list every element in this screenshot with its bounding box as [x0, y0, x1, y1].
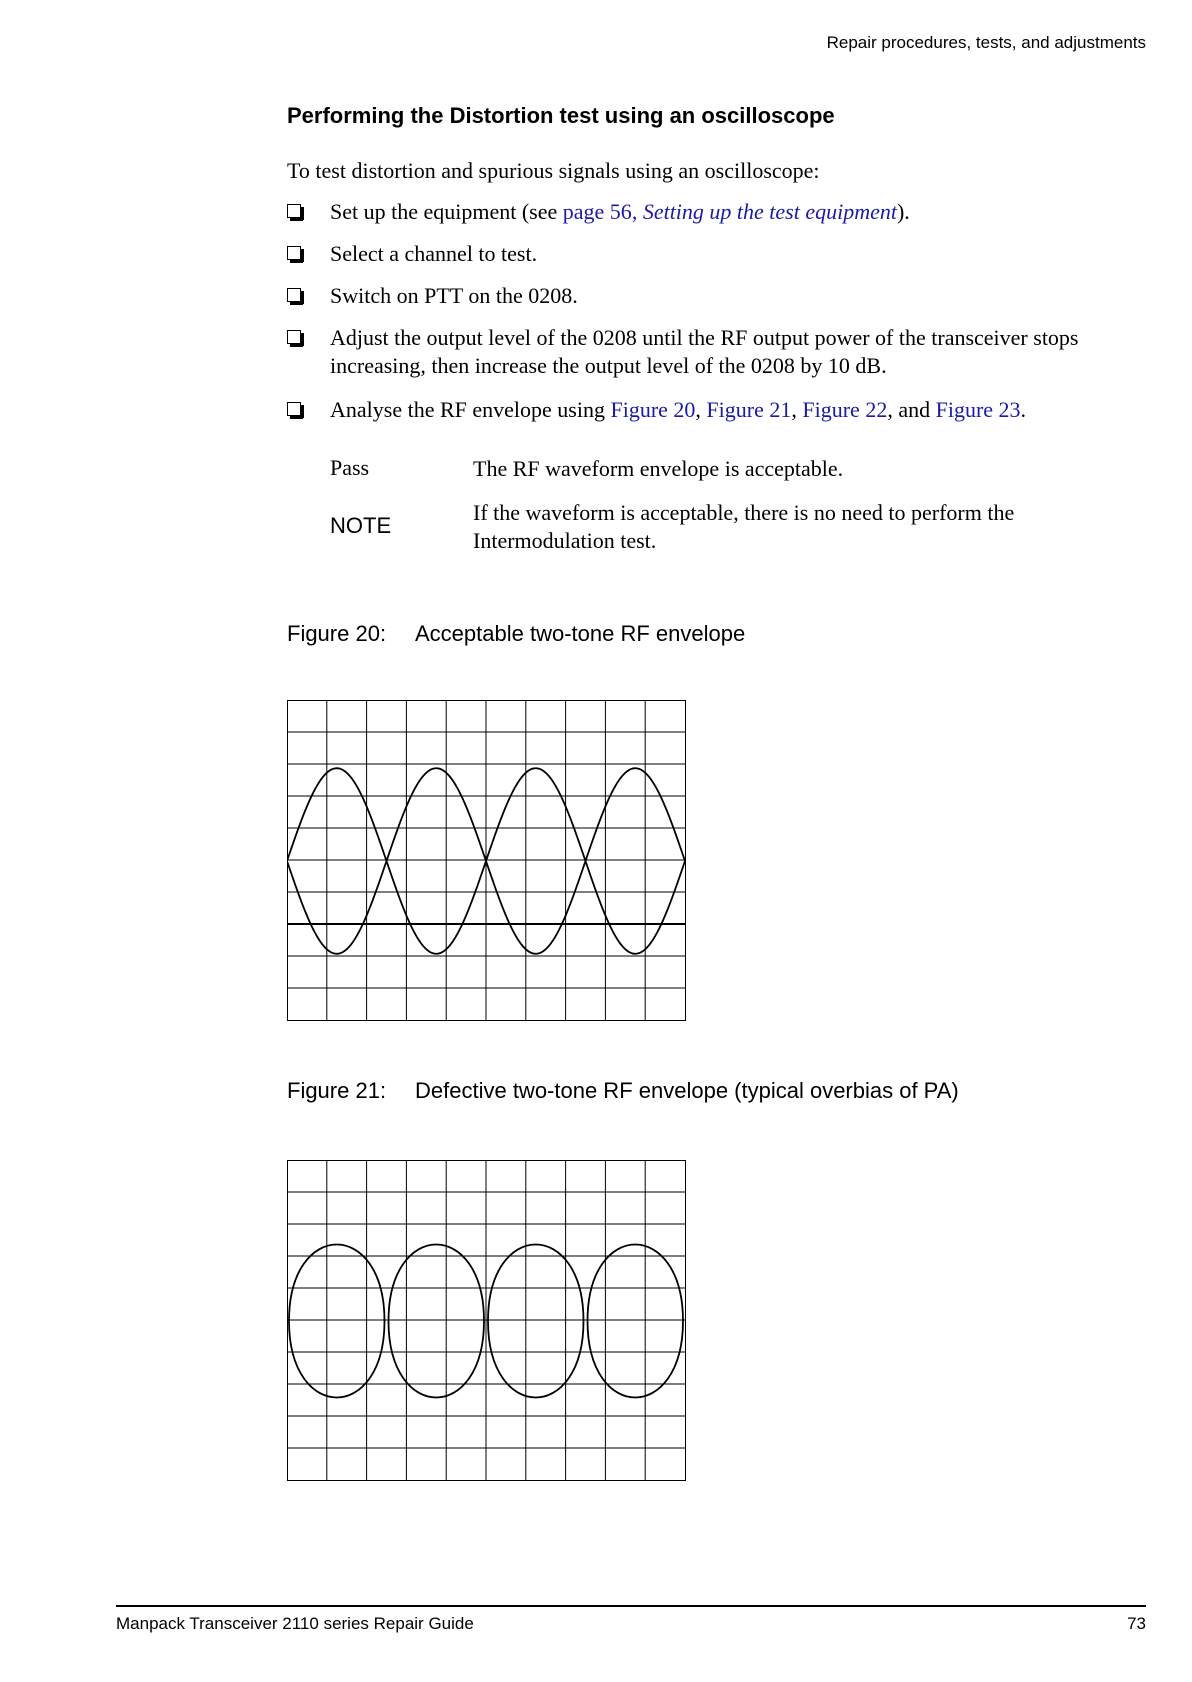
running-header: Repair procedures, tests, and adjustments — [826, 33, 1146, 52]
figure-21-caption: Figure 21: Defective two-tone RF envelope (typical overbias of PA) — [287, 1078, 959, 1103]
scope-grid — [287, 1160, 686, 1481]
figure-20-link[interactable]: Figure 20 — [610, 397, 696, 422]
pass-text: The RF waveform envelope is acceptable. — [473, 456, 844, 481]
overbias-lobe — [588, 1245, 684, 1398]
step-text: Adjust the output level of the 0208 until the RF output power of the transceiver stops increasing, then increase the output level of the 0208 by 10 dB. — [330, 325, 1079, 378]
footer-rule — [116, 1605, 1146, 1607]
checkbox-icon[interactable] — [287, 288, 301, 302]
checklist-step-1 — [287, 198, 1147, 226]
overbias-lobe — [289, 1245, 385, 1398]
figure-22-link[interactable]: Figure 22 — [802, 397, 888, 422]
checkbox-icon[interactable] — [287, 204, 301, 218]
step-text: Switch on PTT on the 0208. — [330, 283, 578, 308]
checklist-step-5 — [287, 396, 1147, 424]
overbias-lobe — [488, 1245, 584, 1398]
checklist-step-3 — [287, 282, 1147, 310]
note-label: NOTE — [330, 513, 392, 538]
checklist-step-4 — [287, 324, 1147, 380]
page-number: 73 — [1127, 1614, 1146, 1633]
checklist-step-2 — [287, 240, 1147, 268]
note-text: If the waveform is acceptable, there is no need to perform the Intermodulation test. — [473, 500, 1015, 553]
intro-text: To test distortion and spurious signals using an oscilloscope: — [287, 158, 820, 183]
footer-guide-title: Manpack Transceiver 2110 series Repair Guide — [116, 1614, 474, 1633]
overbias-lobe — [389, 1245, 485, 1398]
oscilloscope-figure-20 — [287, 700, 687, 1022]
oscilloscope-figure-21 — [287, 1160, 687, 1482]
figure-23-link[interactable]: Figure 23 — [935, 397, 1021, 422]
step-text: Select a channel to test. — [330, 241, 538, 266]
section-link[interactable]: Setting up the test equipment — [642, 199, 897, 224]
figure-21-link[interactable]: Figure 21 — [706, 397, 792, 422]
step-text: Set up the equipment (see page 56, Setting up the test equipment). — [330, 199, 910, 224]
checkbox-icon[interactable] — [287, 402, 301, 416]
section-title: Performing the Distortion test using an oscilloscope — [287, 103, 835, 128]
page-link[interactable]: page 56 — [562, 199, 632, 224]
step-text: Analyse the RF envelope using Figure 20, Figure 21, Figure 22, and Figure 23. — [330, 397, 1027, 422]
pass-label: Pass — [330, 455, 370, 480]
checkbox-icon[interactable] — [287, 246, 301, 260]
checkbox-icon[interactable] — [287, 330, 301, 344]
figure-20-caption: Figure 20: Acceptable two-tone RF envelope — [287, 621, 746, 646]
